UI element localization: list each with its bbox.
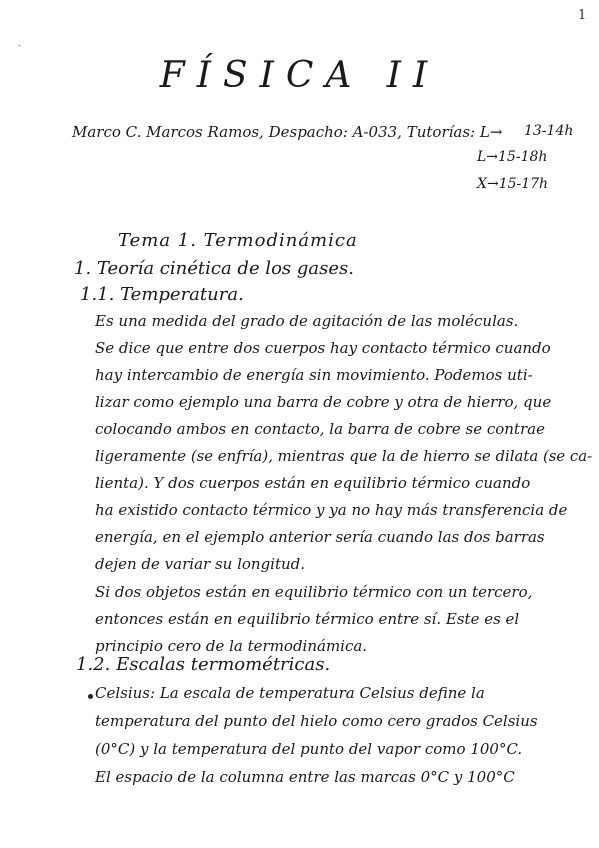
paragraph-line: Es una medida del grado de agitación de las moléculas.: [95, 312, 519, 330]
section-heading-1-2: 1.2. Escalas termométricas.: [76, 654, 331, 675]
paragraph-line: dejen de variar su longitud.: [95, 555, 306, 573]
author-line: Marco C. Marcos Ramos, Despacho: A-033, Tutorías: L→: [72, 123, 503, 141]
paragraph-line: Se dice que entre dos cuerpos hay contacto térmico cuando: [95, 339, 551, 357]
office-hours-3: X→15-17h: [477, 176, 549, 192]
paragraph-line: El espacio de la columna entre las marcas 0°C y 100°C: [95, 768, 515, 786]
page-number: 1: [578, 8, 587, 23]
paragraph-line: Celsius: La escala de temperatura Celsius define la: [95, 684, 485, 702]
paragraph-line: lienta). Y dos cuerpos están en equilibrio térmico cuando: [95, 474, 531, 492]
page-title: FÍSICA II: [159, 55, 440, 96]
topic-heading: Tema 1. Termodinámica: [118, 230, 358, 251]
paragraph-line: entonces están en equilibrio térmico entre sí. Este es el: [95, 610, 520, 628]
office-hours-1: 13-14h: [524, 123, 574, 139]
paragraph-line: colocando ambos en contacto, la barra de cobre se contrae: [95, 420, 545, 438]
paragraph-line: ligeramente (se enfría), mientras que la de hierro se dilata (se ca-: [95, 447, 593, 465]
corner-tick-mark: ˎ: [18, 36, 22, 47]
paragraph-line: hay intercambio de energía sin movimiento. Podemos uti-: [95, 366, 533, 384]
paragraph-line: Si dos objetos están en equilibrio térmico con un tercero,: [95, 583, 533, 601]
paragraph-line: (0°C) y la temperatura del punto del vapor como 100°C.: [95, 740, 523, 758]
paragraph-line: ha existido contacto térmico y ya no hay más transferencia de: [95, 501, 568, 519]
paragraph-line: energía, en el ejemplo anterior sería cuando las dos barras: [95, 528, 545, 546]
office-hours-2: L→15-18h: [477, 149, 548, 165]
bullet-icon: [88, 694, 93, 699]
paragraph-line: principio cero de la termodinámica.: [95, 637, 368, 655]
section-heading-1-1: 1.1. Temperatura.: [80, 284, 244, 305]
paragraph-line: lizar como ejemplo una barra de cobre y otra de hierro, que: [95, 393, 552, 411]
section-heading-1: 1. Teoría cinética de los gases.: [74, 258, 354, 279]
paragraph-line: temperatura del punto del hielo como cero grados Celsius: [95, 712, 538, 730]
